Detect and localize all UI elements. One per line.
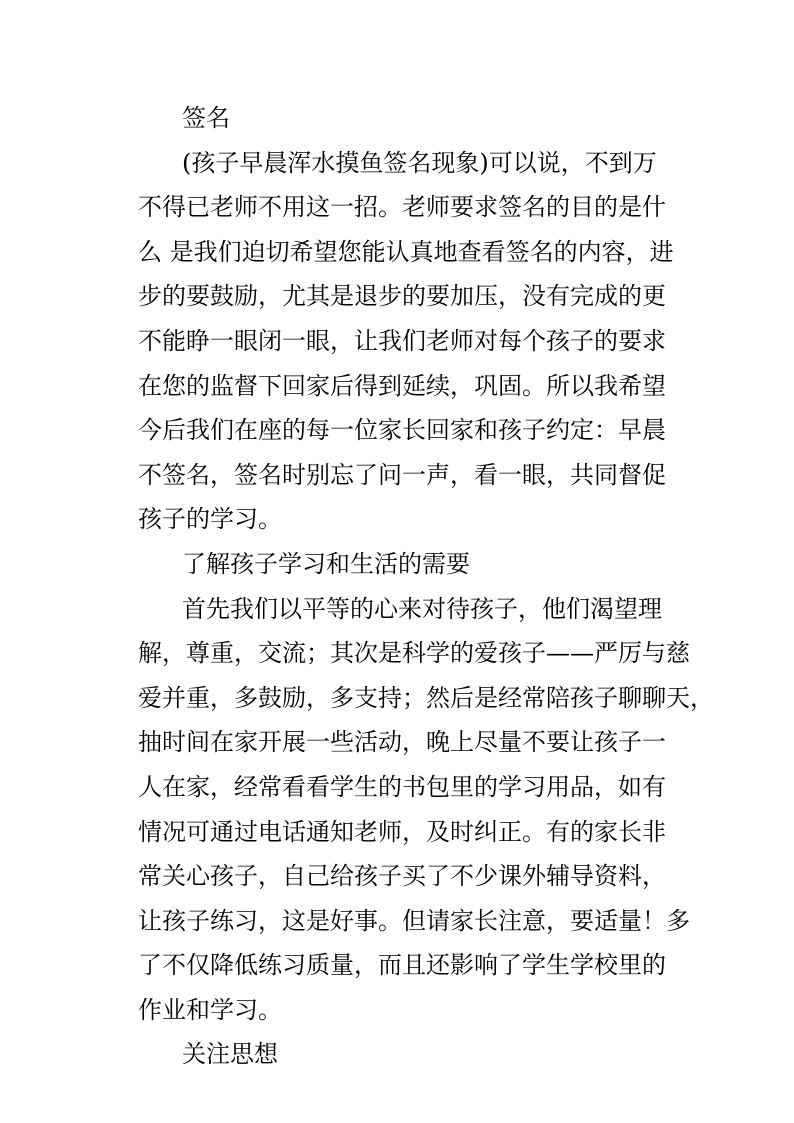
paragraph-line: 首先我们以平等的心来对待孩子，他们渴望理 bbox=[182, 594, 662, 623]
paragraph-line: 在您的监督下回家后得到延续，巩固。所以我希望 bbox=[138, 371, 666, 400]
section-heading-needs: 了解孩子学习和生活的需要 bbox=[182, 549, 470, 578]
paragraph-line: 不得已老师不用这一招。老师要求签名的目的是什 bbox=[138, 193, 666, 222]
section-heading-thoughts: 关注思想 bbox=[182, 1040, 278, 1069]
section-heading-signature: 签名 bbox=[182, 104, 230, 132]
paragraph-line: 常关心孩子，自己给孩子买了不少课外辅导资料， bbox=[138, 862, 666, 891]
paragraph-line: 让孩子练习，这是好事。但请家长注意，要适量！多 bbox=[138, 906, 690, 935]
paragraph-line: 了不仅降低练习质量，而且还影响了学生学校里的 bbox=[138, 951, 666, 980]
paragraph-line: 不能睁一眼闭一眼，让我们老师对每个孩子的要求 bbox=[138, 326, 666, 355]
paragraph-line: 今后我们在座的每一位家长回家和孩子约定：早晨 bbox=[138, 416, 666, 445]
paragraph-line: 人在家，经常看看学生的书包里的学习用品，如有 bbox=[138, 772, 666, 801]
paragraph-line: 么 是我们迫切希望您能认真地查看签名的内容，进 bbox=[138, 237, 674, 266]
paragraph-line: 作业和学习。 bbox=[138, 995, 282, 1024]
paragraph-line: 情况可通过电话通知老师，及时纠正。有的家长非 bbox=[138, 817, 666, 846]
paragraph-line: 解，尊重，交流；其次是科学的爱孩子——严厉与慈 bbox=[138, 639, 690, 668]
paragraph-line: 爱并重，多鼓励，多支持；然后是经常陪孩子聊聊天， bbox=[138, 683, 714, 712]
document-body bbox=[138, 96, 714, 1077]
paragraph-line: 不签名，签名时别忘了问一声，看一眼，共同督促 bbox=[138, 460, 666, 489]
paragraph-line: 抽时间在家开展一些活动，晚上尽量不要让孩子一 bbox=[138, 728, 666, 757]
paragraph-line: (孩子早晨浑水摸鱼签名现象)可以说，不到万 bbox=[182, 148, 657, 177]
paragraph-line: 步的要鼓励，尤其是退步的要加压，没有完成的更 bbox=[138, 282, 666, 311]
paragraph-line: 孩子的学习。 bbox=[138, 505, 282, 534]
